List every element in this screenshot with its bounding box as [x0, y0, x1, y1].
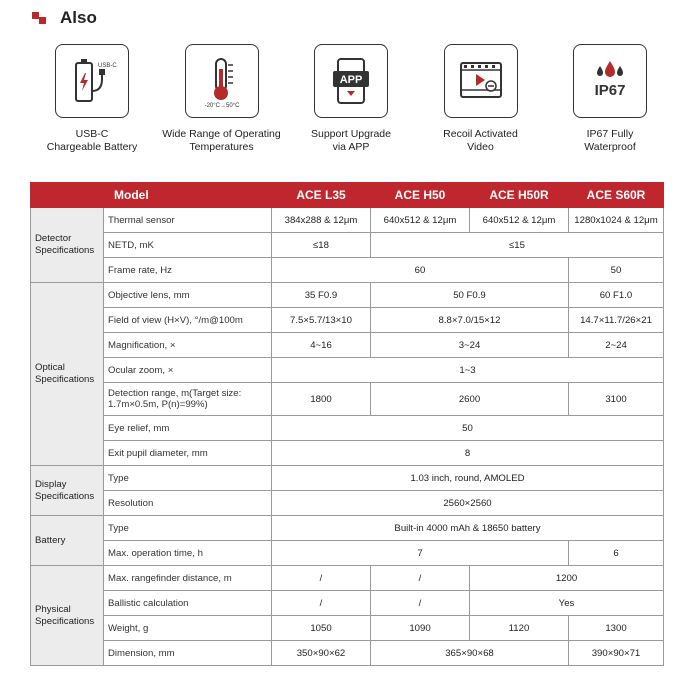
value-cell: 1.03 inch, round, AMOLED: [272, 466, 664, 491]
value-cell: 7.5×5.7/13×10: [272, 308, 371, 333]
value-cell: 1050: [272, 616, 371, 641]
feature-label: Wide Range of Operating Temperatures: [162, 128, 281, 153]
brand-logo-icon: [32, 10, 52, 26]
value-cell: 60: [272, 258, 569, 283]
section-title: Also: [60, 8, 97, 27]
group-physical: Physical Specifications: [31, 566, 104, 666]
table-row: [31, 541, 664, 566]
param-cell: Detection range, m(Target size: 1.7m×0.5m, P(n)=99%): [104, 383, 272, 416]
ip67-waterproof-icon: [573, 44, 647, 118]
feature-usb-c: [28, 44, 156, 153]
header-blank: [31, 183, 104, 208]
feature-label: USB-C Chargeable Battery: [46, 128, 138, 153]
header-ace-h50: ACE H50: [371, 183, 470, 208]
value-cell: 1280x1024 & 12μm: [569, 208, 664, 233]
usb-c-battery-icon: [55, 44, 129, 118]
table-row: [31, 641, 664, 666]
table-row: [31, 416, 664, 441]
param-cell: Field of view (H×V), °/m@100m: [104, 308, 272, 333]
value-cell: 6: [569, 541, 664, 566]
value-cell: 7: [272, 541, 569, 566]
value-cell: ≤18: [272, 233, 371, 258]
value-cell: 350×90×62: [272, 641, 371, 666]
feature-list: [28, 44, 674, 153]
feature-recoil-video: [417, 44, 545, 153]
value-cell: 3100: [569, 383, 664, 416]
table-row: [31, 491, 664, 516]
param-cell: Resolution: [104, 491, 272, 516]
table-row: [31, 308, 664, 333]
value-cell: 4~16: [272, 333, 371, 358]
value-cell: /: [371, 591, 470, 616]
svg-text:-20°C→50°C: -20°C→50°C: [204, 103, 239, 109]
value-cell: 1090: [371, 616, 470, 641]
param-cell: Type: [104, 516, 272, 541]
group-battery: Battery: [31, 516, 104, 566]
value-cell: Built-in 4000 mAh & 18650 battery: [272, 516, 664, 541]
value-cell: /: [272, 566, 371, 591]
value-cell: 3~24: [371, 333, 569, 358]
feature-app: [287, 44, 415, 153]
param-cell: Ballistic calculation: [104, 591, 272, 616]
group-optical: Optical Specifications: [31, 283, 104, 466]
table-row: [31, 358, 664, 383]
table-row: [31, 566, 664, 591]
thermometer-icon: [185, 44, 259, 118]
table-row: [31, 441, 664, 466]
value-cell: 1800: [272, 383, 371, 416]
param-cell: Dimension, mm: [104, 641, 272, 666]
feature-temperature: [158, 44, 286, 153]
value-cell: Yes: [470, 591, 664, 616]
param-cell: Max. rangefinder distance, m: [104, 566, 272, 591]
table-row: [31, 258, 664, 283]
feature-label: Recoil Activated Video: [443, 128, 518, 153]
value-cell: 8.8×7.0/15×12: [371, 308, 569, 333]
value-cell: 14.7×11.7/26×21: [569, 308, 664, 333]
svg-text:APP: APP: [339, 74, 363, 86]
param-cell: Frame rate, Hz: [104, 258, 272, 283]
value-cell: 390×90×71: [569, 641, 664, 666]
value-cell: 640x512 & 12μm: [470, 208, 569, 233]
header-model: Model: [104, 183, 272, 208]
header-ace-s60r: ACE S60R: [569, 183, 664, 208]
value-cell: 1200: [470, 566, 664, 591]
table-row: [31, 233, 664, 258]
header-ace-l35: ACE L35: [272, 183, 371, 208]
table-row: [31, 466, 664, 491]
group-display: Display Specifications: [31, 466, 104, 516]
feature-label: IP67 Fully Waterproof: [584, 128, 636, 153]
value-cell: 2600: [371, 383, 569, 416]
value-cell: 8: [272, 441, 664, 466]
value-cell: 50: [272, 416, 664, 441]
table-row: [31, 383, 664, 416]
value-cell: 365×90×68: [371, 641, 569, 666]
table-row: [31, 208, 664, 233]
table-header-row: [31, 183, 664, 208]
value-cell: /: [272, 591, 371, 616]
value-cell: /: [371, 566, 470, 591]
also-header: [32, 6, 97, 30]
value-cell: 35 F0.9: [272, 283, 371, 308]
value-cell: 640x512 & 12μm: [371, 208, 470, 233]
app-phone-icon: [314, 44, 388, 118]
param-cell: Type: [104, 466, 272, 491]
value-cell: 1300: [569, 616, 664, 641]
table-row: [31, 591, 664, 616]
feature-label: Support Upgrade via APP: [311, 128, 391, 153]
param-cell: Objective lens, mm: [104, 283, 272, 308]
table-row: [31, 333, 664, 358]
table-row: [31, 516, 664, 541]
value-cell: 2560×2560: [272, 491, 664, 516]
value-cell: ≤15: [371, 233, 664, 258]
value-cell: 2~24: [569, 333, 664, 358]
value-cell: 1~3: [272, 358, 664, 383]
recoil-video-icon: [444, 44, 518, 118]
table-row: [31, 283, 664, 308]
value-cell: 1120: [470, 616, 569, 641]
table-row: [31, 616, 664, 641]
value-cell: 50 F0.9: [371, 283, 569, 308]
param-cell: Ocular zoom, ×: [104, 358, 272, 383]
param-cell: Max. operation time, h: [104, 541, 272, 566]
value-cell: 60 F1.0: [569, 283, 664, 308]
value-cell: 50: [569, 258, 664, 283]
param-cell: Magnification, ×: [104, 333, 272, 358]
group-detector: Detector Specifications: [31, 208, 104, 283]
feature-ip67: [546, 44, 674, 153]
param-cell: Weight, g: [104, 616, 272, 641]
svg-text:IP67: IP67: [594, 82, 626, 99]
param-cell: Thermal sensor: [104, 208, 272, 233]
param-cell: NETD, mK: [104, 233, 272, 258]
param-cell: Exit pupil diameter, mm: [104, 441, 272, 466]
svg-text:USB-C: USB-C: [98, 63, 117, 69]
spec-table: [30, 182, 664, 666]
value-cell: 384x288 & 12μm: [272, 208, 371, 233]
param-cell: Eye relief, mm: [104, 416, 272, 441]
header-ace-h50r: ACE H50R: [470, 183, 569, 208]
